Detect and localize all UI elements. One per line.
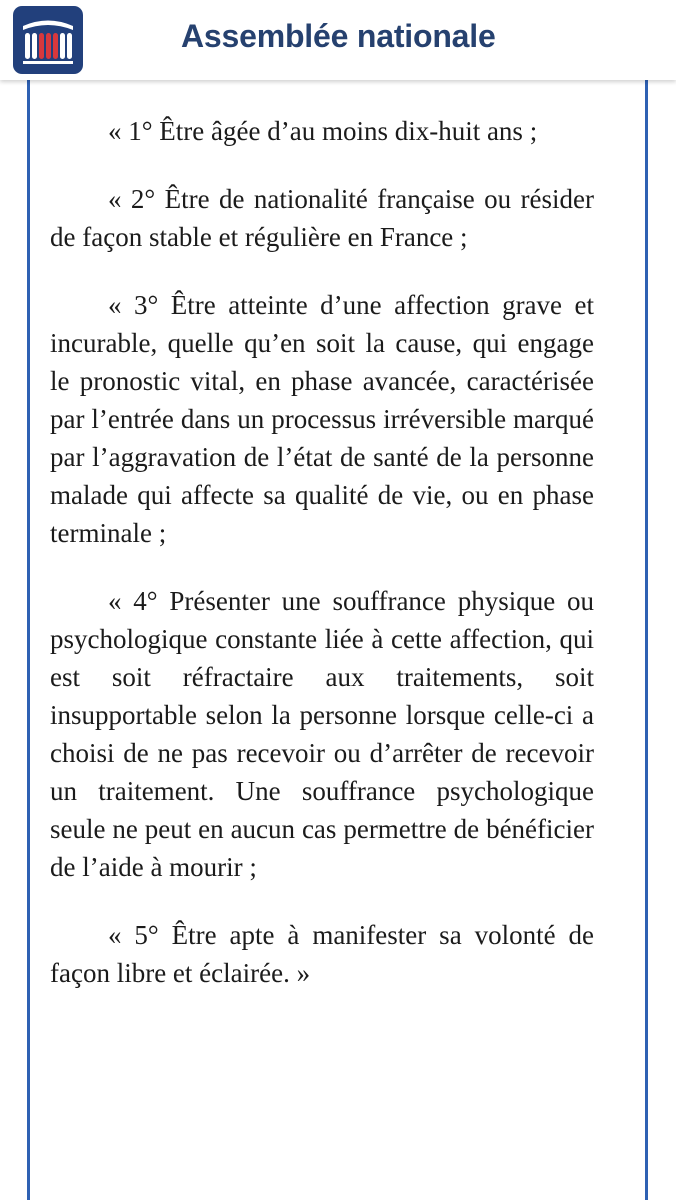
- document-body: [50, 112, 594, 992]
- app-header: [0, 0, 676, 80]
- paragraph-condition-2: « 2° Être de nationalité française ou résider de façon stable et régulière en France ;: [50, 184, 594, 252]
- paragraph-condition-5: « 5° Être apte à manifester sa volonté de façon libre et éclairée. »: [50, 920, 594, 988]
- paragraph-condition-4: « 4° Présenter une souffrance physique ou psychologique constante liée à cette affection, qui est soit réfractaire aux traitements, soit insupportable selon la personne lorsque celle-ci a choisi de ne pas recevoir ou d’arrêter de recevoir un traitement. Une souffrance psychologique seule ne peut en aucun cas permettre de bénéficier de l’aide à mourir ;: [50, 586, 594, 882]
- site-title[interactable]: Assemblée nationale: [181, 18, 496, 54]
- document-frame-right-border: [645, 80, 648, 1200]
- document-frame-left-border: [27, 80, 30, 1200]
- assemblee-hemicycle-logo-icon[interactable]: [13, 6, 83, 74]
- paragraph-condition-3: « 3° Être atteinte d’une affection grave et incurable, quelle qu’en soit la cause, qui engage le pronostic vital, en phase avancée, caractérisée par l’entrée dans un processus irréversible marqué par l’aggravation de l’état de santé de la personne malade qui affecte sa qualité de vie, ou en phase terminale ;: [50, 290, 594, 548]
- paragraph-condition-1: « 1° Être âgée d’au moins dix-huit ans ;: [108, 116, 538, 146]
